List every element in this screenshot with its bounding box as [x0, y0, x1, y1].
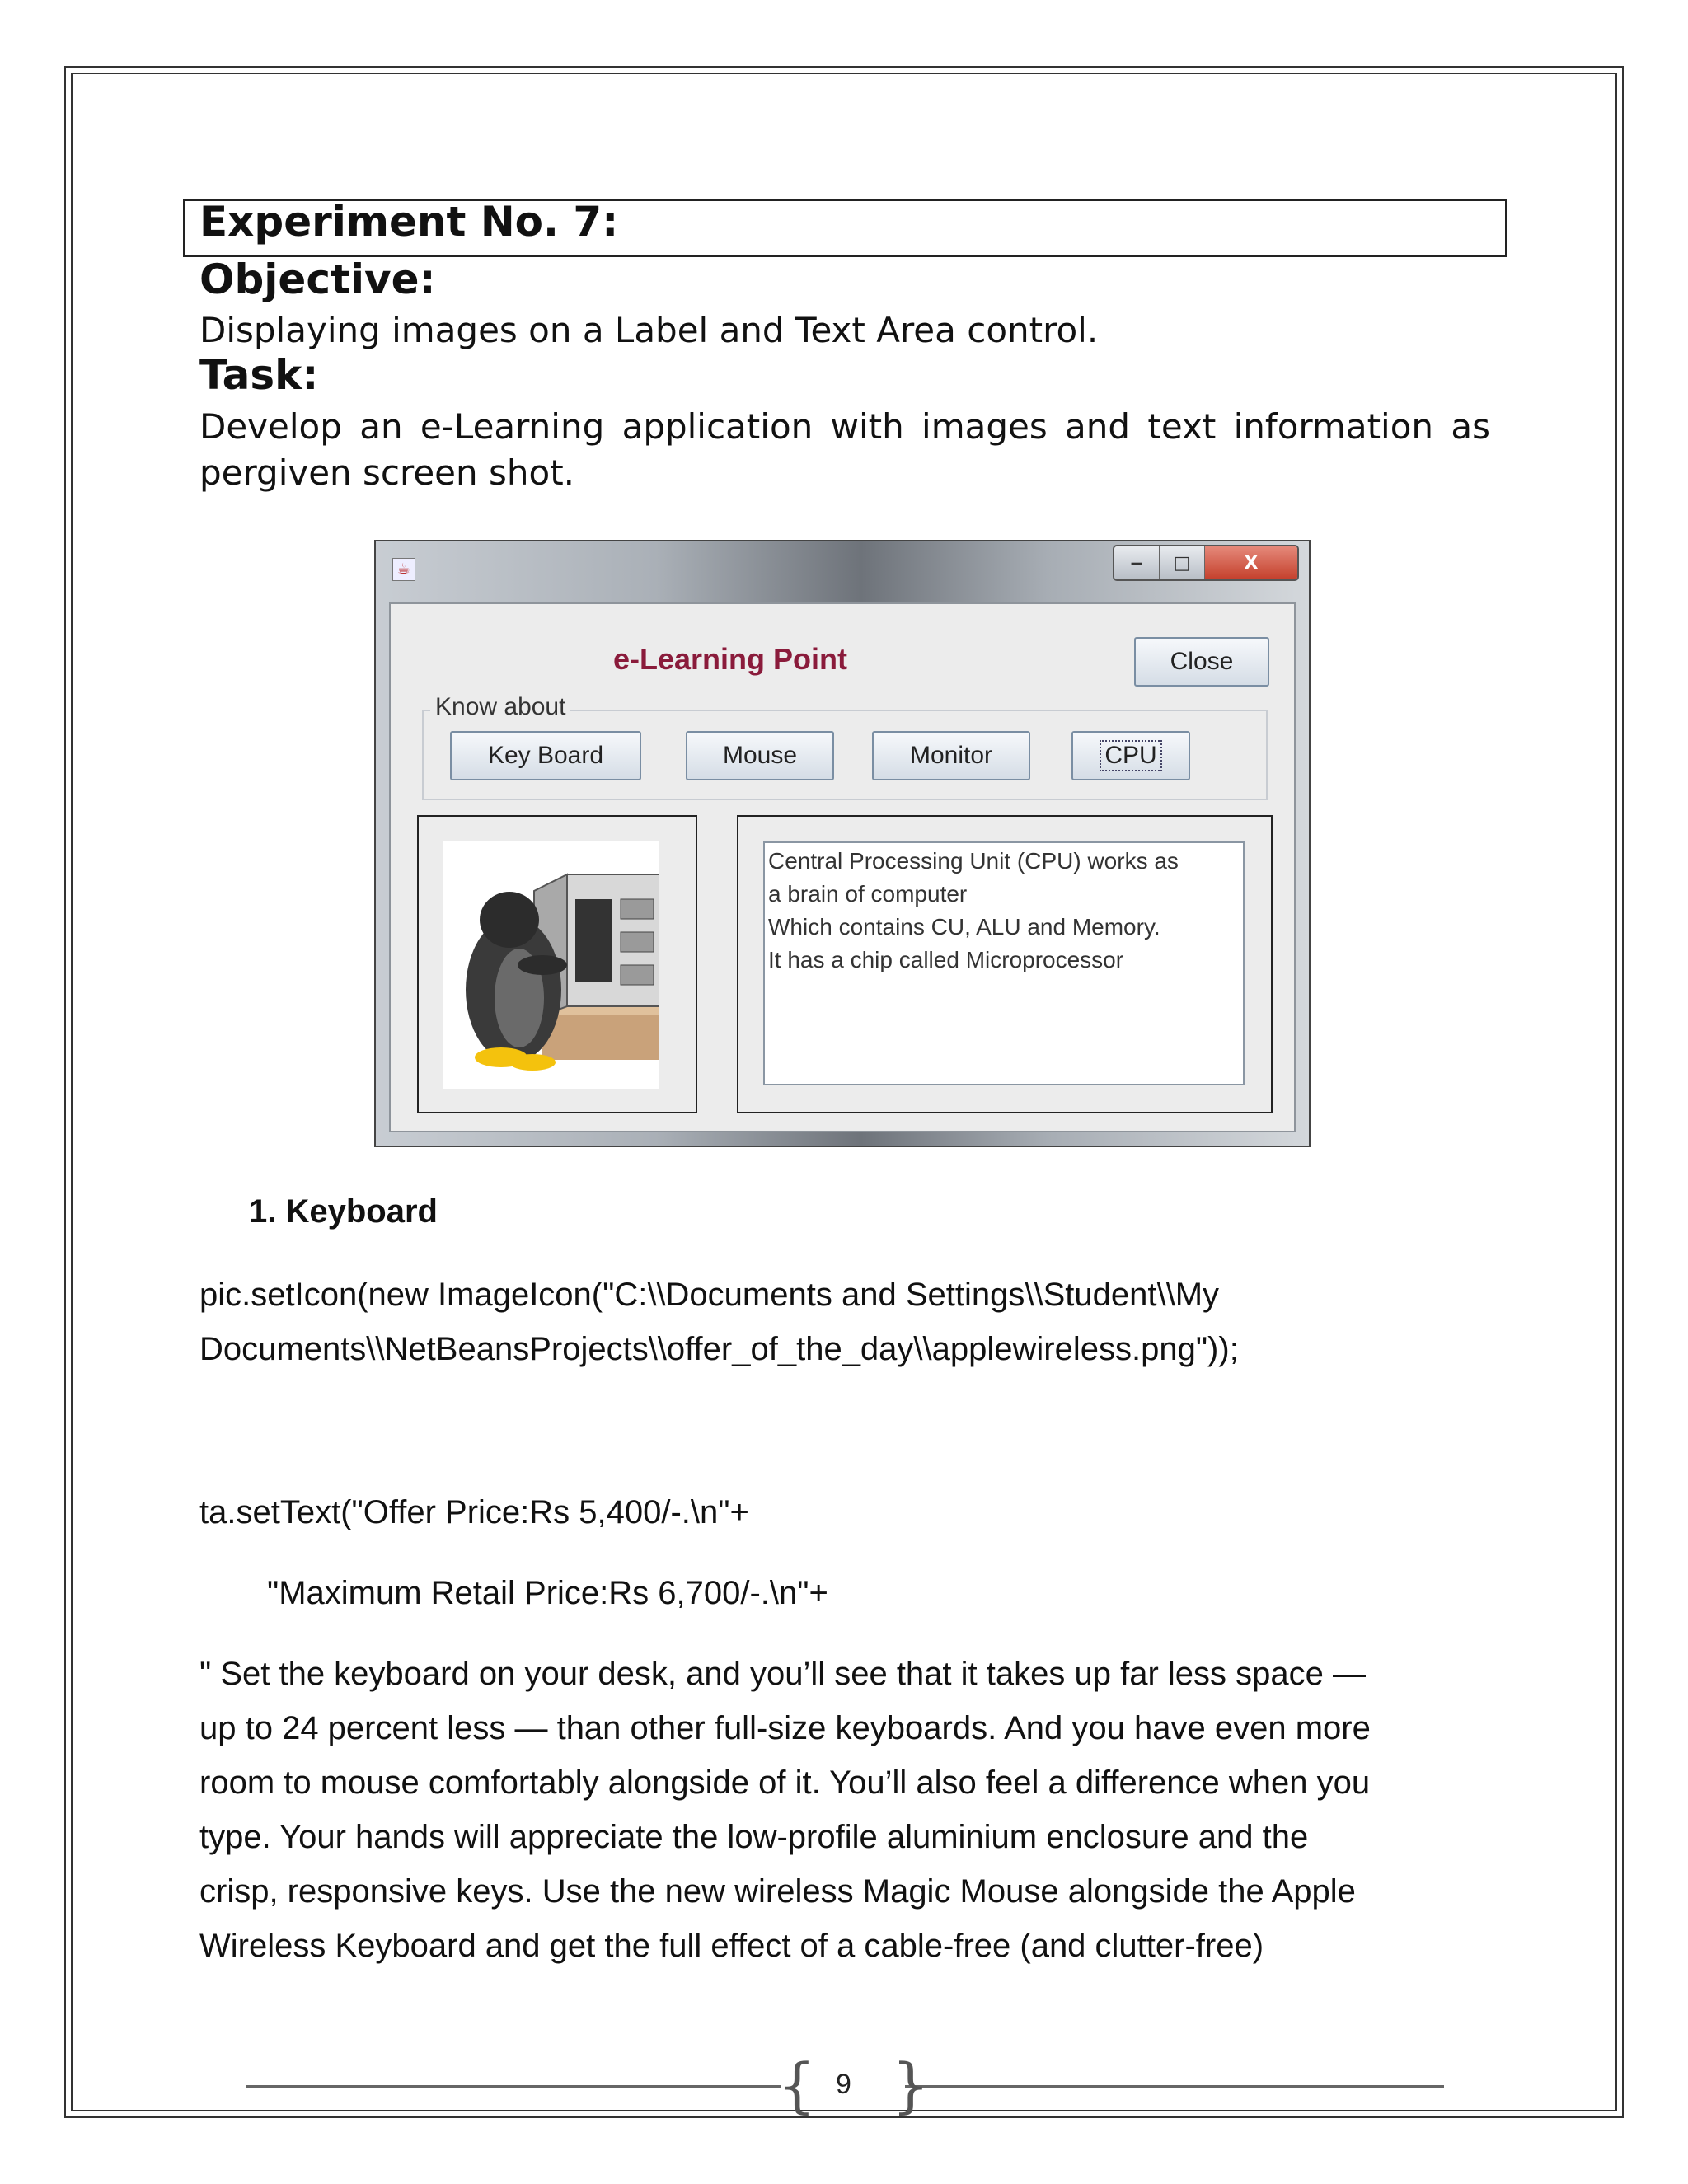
- code-line: pic.setIcon(new ImageIcon("C:\\Documents and Settings\\Student\\My: [199, 1277, 1220, 1313]
- info-text-area[interactable]: [763, 841, 1245, 1085]
- objective-heading: Objective:: [199, 255, 436, 303]
- code-line: Documents\\NetBeansProjects\\offer_of_the_day\\applewireless.png"));: [199, 1331, 1239, 1367]
- keyboard-description: [199, 1647, 1371, 1973]
- text-area-line: a brain of computer: [768, 881, 968, 907]
- description-line: crisp, responsive keys. Use the new wireless Magic Mouse alongside the Apple: [199, 1873, 1356, 1910]
- window-controls: [1113, 545, 1299, 581]
- page-number: 9: [836, 2069, 851, 2100]
- text-area-line: Central Processing Unit (CPU) works as: [768, 848, 1179, 874]
- mrp-code: "Maximum Retail Price:Rs 6,700/-.\n"+: [267, 1575, 828, 1611]
- task-text: Develop an e-Learning application with images and text information as pergiven screen shot.: [199, 406, 1490, 493]
- window-close-button[interactable]: X: [1205, 546, 1297, 579]
- window-client-area: [389, 602, 1296, 1132]
- cpu-button-label: CPU: [1100, 740, 1161, 771]
- text-area-line: Which contains CU, ALU and Memory.: [768, 914, 1160, 940]
- description-line: " Set the keyboard on your desk, and you’ll see that it takes up far less space —: [199, 1656, 1366, 1692]
- settext-code: ta.setText("Offer Price:Rs 5,400/-.\n"+: [199, 1494, 749, 1530]
- cpu-penguin-image: [443, 841, 659, 1089]
- minimize-button[interactable]: ‒: [1114, 546, 1160, 579]
- task-heading: Task:: [199, 351, 319, 399]
- keyboard-section-heading: 1. Keyboard: [249, 1193, 438, 1230]
- maximize-button[interactable]: □: [1160, 546, 1205, 579]
- close-button[interactable]: Close: [1134, 637, 1269, 687]
- description-line: type. Your hands will appreciate the low-profile aluminium enclosure and the: [199, 1819, 1309, 1855]
- experiment-title: Experiment No. 7:: [199, 198, 619, 246]
- monitor-button[interactable]: Monitor: [872, 731, 1030, 780]
- footer-rule-left: [246, 2085, 781, 2088]
- text-area-panel: [737, 815, 1273, 1113]
- window-titlebar: [376, 541, 1309, 591]
- java-app-icon: ☕: [392, 558, 415, 581]
- seticon-code: [199, 1268, 1239, 1376]
- text-area-line: It has a chip called Microprocessor: [768, 947, 1124, 972]
- description-line: up to 24 percent less — than other full-size keyboards. And you have even more: [199, 1710, 1371, 1746]
- app-window-screenshot: [374, 540, 1311, 1147]
- cpu-button[interactable]: [1071, 731, 1190, 780]
- picture-panel: [417, 815, 697, 1113]
- know-about-label: Know about: [430, 693, 570, 721]
- penguin-cpu-illustration: [443, 841, 659, 1089]
- keyboard-button[interactable]: Key Board: [450, 731, 641, 780]
- description-line: Wireless Keyboard and get the full effect of a cable-free (and clutter-free): [199, 1928, 1264, 1964]
- description-line: room to mouse comfortably alongside of it. You’ll also feel a difference when you: [199, 1765, 1371, 1801]
- footer-bracket-left: {: [778, 2050, 816, 2120]
- footer-bracket-right: }: [892, 2050, 930, 2120]
- app-title: e-Learning Point: [613, 642, 848, 676]
- footer-rule-right: [905, 2085, 1444, 2088]
- mouse-button[interactable]: Mouse: [686, 731, 834, 780]
- objective-text: Displaying images on a Label and Text Area control.: [199, 310, 1099, 350]
